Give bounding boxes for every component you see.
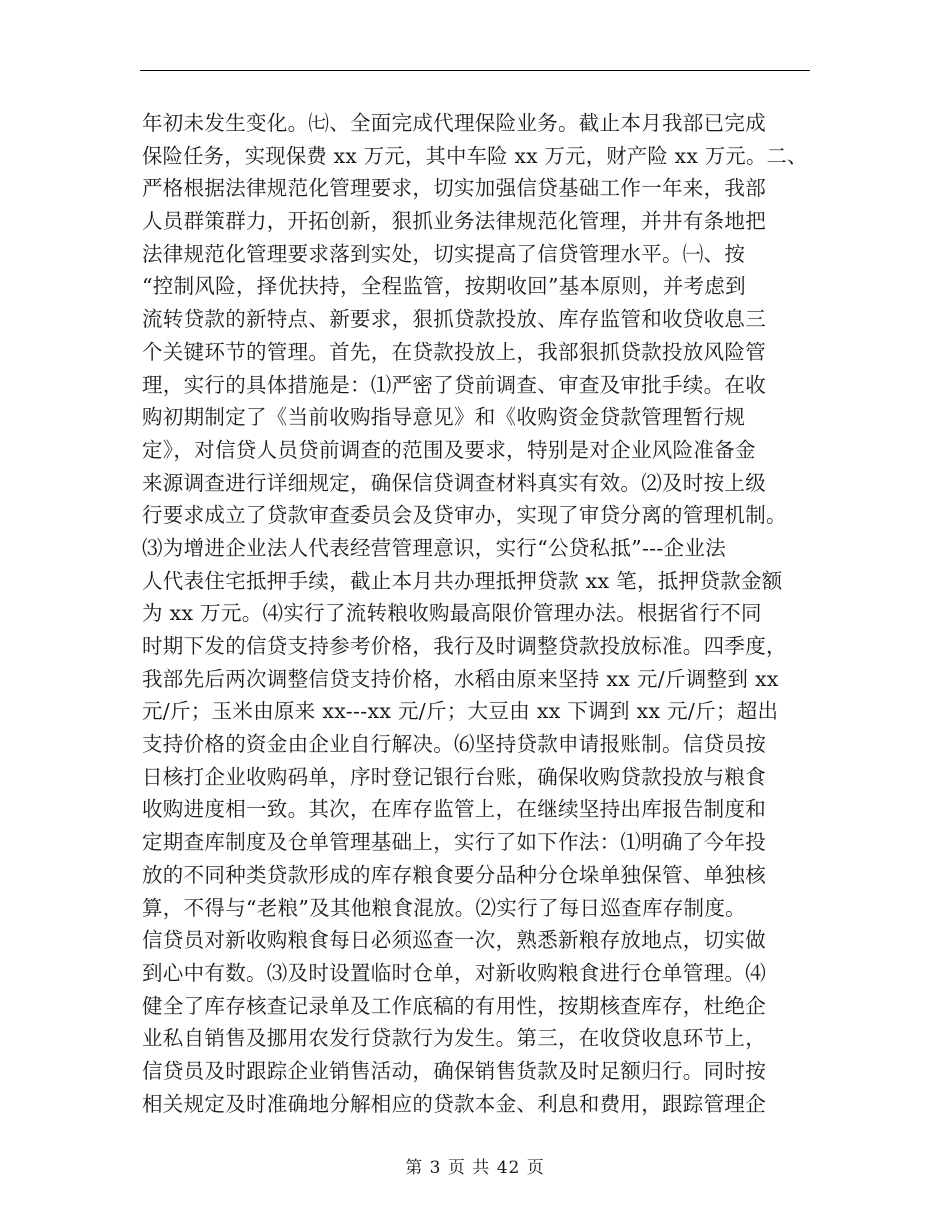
document-body (142, 107, 810, 1120)
text-line: 支持价格的资金由企业自行解决。⑹坚持贷款申请报账制。信贷员按 (142, 732, 766, 757)
text-line: 人代表住宅抵押手续，截止本月共办理抵押贷款 xx 笔，抵押贷款金额 (142, 568, 783, 593)
text-line: 收购进度相一致。其次，在库存监管上，在继续坚持出库报告制度和 (142, 797, 766, 822)
text-line: 行要求成立了贷款审查委员会及贷审办，实现了审贷分离的管理机制。 (142, 503, 787, 528)
header-rule (140, 70, 810, 71)
text-line: 保险任务，实现保费 xx 万元，其中车险 xx 万元，财产险 xx 万元。二、 (142, 143, 808, 168)
text-line: 我部先后两次调整信贷支持价格，水稻由原来坚持 xx 元/斤调整到 xx (142, 666, 779, 691)
text-line: “控制风险，择优扶持，全程监管，按期收回”基本原则，并考虑到 (142, 274, 746, 299)
text-line: 到心中有数。⑶及时设置临时仓单，对新收购粮食进行仓单管理。⑷ (142, 960, 766, 985)
page-footer: 第 3 页 共 42 页 (405, 1158, 545, 1178)
text-line: 年初未发生变化。㈦、全面完成代理保险业务。截止本月我部已完成 (142, 111, 766, 135)
text-line: 严格根据法律规范化管理要求，切实加强信贷基础工作一年来，我部 (142, 176, 766, 201)
text-line: 法律规范化管理要求落到实处，切实提高了信贷管理水平。㈠、按 (142, 241, 746, 266)
text-line: 购初期制定了《当前收购指导意见》和《收购资金贷款管理暂行规 (142, 405, 746, 430)
text-line: 放的不同种类贷款形成的库存粮食要分品种分仓垛单独保管、单独核 (142, 862, 766, 887)
text-line: 人员群策群力，开拓创新，狠抓业务法律规范化管理，并井有条地把 (142, 209, 766, 234)
text-line: 来源调查进行详细规定，确保信贷调查材料真实有效。⑵及时按上级 (142, 470, 766, 495)
text-line: ⑶为增进企业法人代表经营管理意识，实行“公贷私抵”---企业法 (142, 535, 727, 560)
text-line: 相关规定及时准确地分解相应的贷款本金、利息和费用，跟踪管理企 (142, 1091, 766, 1116)
text-line: 算，不得与“老粮”及其他粮食混放。⑵实行了每日巡查库存制度。 (142, 895, 746, 920)
text-line: 为 xx 万元。⑷实行了流转粮收购最高限价管理办法。根据省行不同 (142, 601, 762, 626)
text-line: 健全了库存核查记录单及工作底稿的有用性，按期核查库存，杜绝企 (142, 993, 766, 1018)
text-line: 时期下发的信贷支持参考价格，我行及时调整贷款投放标准。四季度， (142, 634, 787, 658)
text-line: 个关键环节的管理。首先，在贷款投放上，我部狠抓贷款投放风险管 (142, 339, 766, 364)
text-line: 定期查库制度及仓单管理基础上，实行了如下作法：⑴明确了今年投 (142, 830, 766, 855)
text-line: 信贷员及时跟踪企业销售活动，确保销售货款及时足额归行。同时按 (142, 1058, 766, 1083)
text-line: 元/斤；玉米由原来 xx---xx 元/斤；大豆由 xx 下调到 xx 元/斤；超出 (142, 699, 779, 724)
text-line: 信贷员对新收购粮食每日必须巡查一次，熟悉新粮存放地点，切实做 (142, 928, 766, 953)
text-line: 流转贷款的新特点、新要求，狠抓贷款投放、库存监管和收贷收息三 (142, 307, 766, 332)
text-line: 理，实行的具体措施是：⑴严密了贷前调查、审查及审批手续。在收 (142, 372, 766, 397)
text-line: 定》，对信贷人员贷前调查的范围及要求，特别是对企业风险准备金 (142, 437, 756, 462)
text-line: 业私自销售及挪用农发行贷款行为发生。第三，在收贷收息环节上， (142, 1026, 766, 1051)
text-line: 日核打企业收购码单，序时登记银行台账，确保收购贷款投放与粮食 (142, 764, 766, 789)
